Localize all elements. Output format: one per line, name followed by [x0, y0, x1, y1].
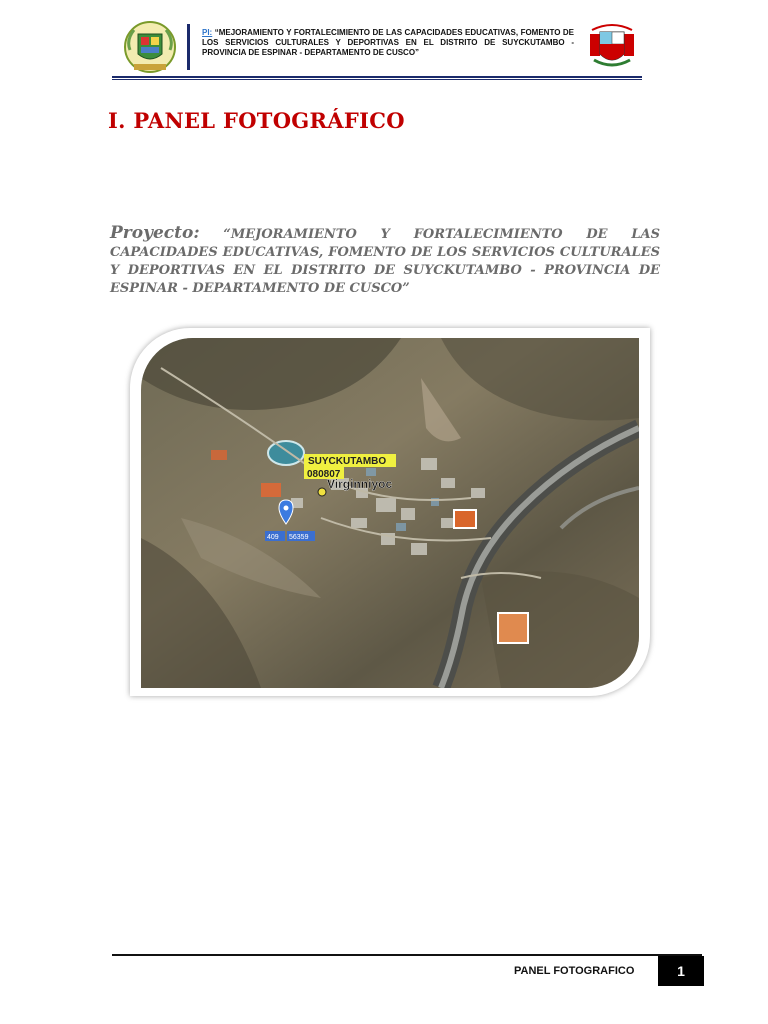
- footer-rule: [112, 954, 702, 956]
- satellite-photo: [141, 338, 639, 688]
- footer-label: PANEL FOTOGRAFICO: [514, 965, 635, 977]
- project-description: [110, 224, 660, 298]
- project-text: “MEJORAMIENTO Y FORTALECIMIENTO DE LAS CAPACIDADES EDUCATIVAS, FOMENTO DE LOS SERVICIOS CULTURALES Y DEPORTIVAS EN EL DISTRITO DE SUYCKUTAMBO - PROVINCIA DE ESPINAR - DEPARTAMENTO DE CUSCO”: [110, 227, 661, 296]
- map-place-label: SUYCKUTAMBO: [308, 456, 387, 467]
- map-coord-right: 56359: [289, 534, 309, 541]
- header-separator: [187, 24, 190, 70]
- header-project-text: “MEJORAMIENTO Y FORTALECIMIENTO DE LAS CAPACIDADES EDUCATIVAS, FOMENTO DE LOS SERVICIOS CULTURALES Y DEPORTIVAS EN EL DISTRITO DE SUYCKUTAMBO - PROVINCIA DE ESPINAR - DEPARTAMENTO DE CUSCO”: [202, 28, 574, 57]
- map-place-code: 080807: [307, 469, 341, 480]
- page-header: [112, 18, 642, 80]
- peru-coat-of-arms-logo: [584, 20, 640, 72]
- header-project-title: [202, 28, 574, 58]
- pi-label: PI:: [202, 28, 213, 37]
- municipality-logo: [120, 20, 180, 74]
- section-title: I. PANEL FOTOGRÁFICO: [108, 108, 405, 133]
- map-locality-label: Virginniyoc: [327, 477, 393, 491]
- map-coord-left: 409: [267, 534, 279, 541]
- header-rule: [112, 76, 642, 78]
- project-label: Proyecto:: [110, 223, 200, 243]
- header-rule-thin: [112, 79, 642, 80]
- page-number: 1: [658, 956, 704, 986]
